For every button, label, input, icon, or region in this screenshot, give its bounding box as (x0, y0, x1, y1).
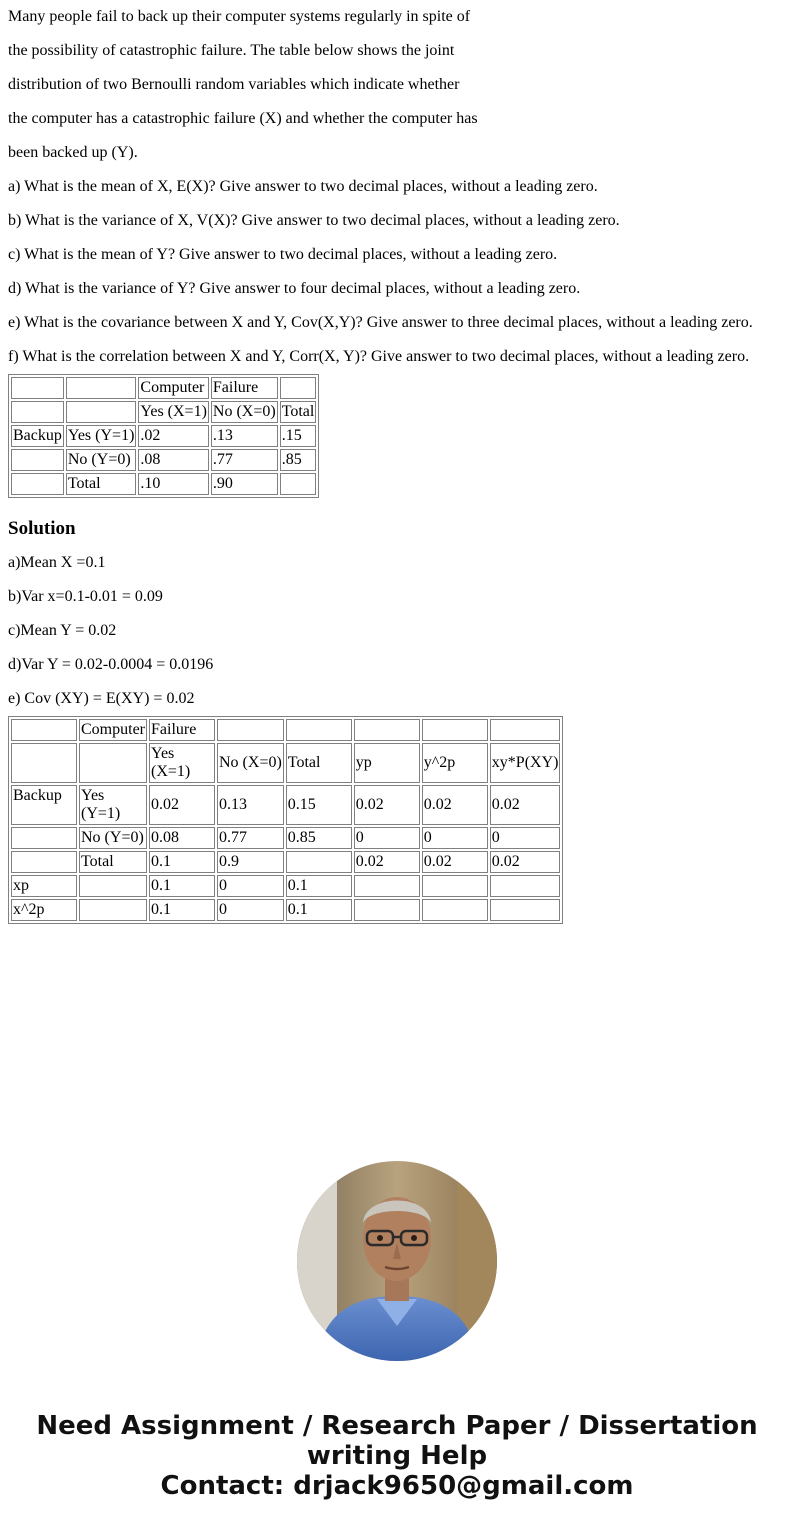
table-cell (11, 851, 77, 873)
table-cell (354, 875, 420, 897)
table-cell: 0.15 (286, 785, 352, 825)
table-cell (11, 473, 64, 495)
question-part-e: e) What is the covariance between X and Y, Cov(X,Y)? Give answer to three decimal places, without a leading zero. (8, 314, 753, 331)
table-row (11, 425, 316, 447)
table-cell: 0 (354, 827, 420, 849)
table-cell: .02 (138, 425, 209, 447)
table-cell (354, 719, 420, 741)
table-cell (422, 899, 488, 921)
table-cell: xy*P(XY) (490, 743, 561, 783)
table-cell: Computer (138, 377, 209, 399)
solution-line-e: e) Cov (XY) = E(XY) = 0.02 (8, 690, 195, 707)
table-row (11, 449, 316, 471)
table-cell: Yes (Y=1) (79, 785, 147, 825)
table-cell (280, 473, 317, 495)
table-cell: 0.1 (149, 899, 215, 921)
solution-line-d: d)Var Y = 0.02-0.0004 = 0.0196 (8, 656, 214, 673)
table-cell: Computer (79, 719, 147, 741)
table-row (11, 719, 560, 741)
table-cell (11, 377, 64, 399)
solution-table (8, 716, 563, 924)
question-text (8, 8, 786, 366)
table-cell: No (X=0) (217, 743, 284, 783)
question-part-a: a) What is the mean of X, E(X)? Give answer to two decimal places, without a leading zero. (8, 178, 598, 195)
table-cell (490, 719, 561, 741)
table-cell (66, 377, 137, 399)
table-cell (422, 875, 488, 897)
solution-text (8, 554, 786, 708)
solution-line-b: b)Var x=0.1-0.01 = 0.09 (8, 588, 163, 605)
table-cell: y^2p (422, 743, 488, 783)
table-cell: .85 (280, 449, 317, 471)
author-portrait-image (297, 1161, 497, 1361)
table-row (11, 899, 560, 921)
table-cell (422, 719, 488, 741)
question-part-d: d) What is the variance of Y? Give answer to four decimal places, without a leading zero. (8, 280, 581, 297)
table-cell: Total (286, 743, 352, 783)
table-row (11, 473, 316, 495)
solution-heading: Solution (8, 518, 76, 539)
intro-line: the possibility of catastrophic failure. The table below shows the joint (8, 42, 455, 59)
document-body (0, 8, 794, 924)
table-cell: 0.77 (217, 827, 284, 849)
author-photo-wrap (0, 1161, 794, 1361)
table-row (11, 377, 316, 399)
table-cell (79, 875, 147, 897)
table-cell (286, 719, 352, 741)
intro-line: distribution of two Bernoulli random variables which indicate whether (8, 76, 460, 93)
contact-banner (0, 1411, 794, 1501)
table-cell: 0.02 (422, 785, 488, 825)
table-cell (286, 851, 352, 873)
intro-line: Many people fail to back up their computer systems regularly in spite of (8, 8, 471, 25)
table-cell (79, 743, 147, 783)
table-cell: Total (66, 473, 137, 495)
joint-distribution-table (8, 374, 319, 498)
table-cell: xp (11, 875, 77, 897)
table-cell: 0.1 (286, 875, 352, 897)
table-cell: 0.02 (354, 785, 420, 825)
table-cell: .77 (211, 449, 278, 471)
table-cell: Yes (Y=1) (66, 425, 137, 447)
table-cell: .10 (138, 473, 209, 495)
table-cell: No (X=0) (211, 401, 278, 423)
table-row (11, 875, 560, 897)
table-cell: .15 (280, 425, 317, 447)
question-part-b: b) What is the variance of X, V(X)? Give answer to two decimal places, without a leading zero. (8, 212, 620, 229)
table-row (11, 827, 560, 849)
table-cell (354, 899, 420, 921)
table-cell: .08 (138, 449, 209, 471)
table-cell: 0 (217, 899, 284, 921)
table-cell: 0 (490, 827, 561, 849)
table-cell: 0.85 (286, 827, 352, 849)
table-row (11, 401, 316, 423)
table-cell: No (Y=0) (66, 449, 137, 471)
solution-line-a: a)Mean X =0.1 (8, 554, 106, 571)
table-cell (11, 401, 64, 423)
question-part-f: f) What is the correlation between X and Y, Corr(X, Y)? Give answer to two decimal places, without a leading zero. (8, 348, 750, 365)
table-cell: Backup (11, 425, 64, 447)
banner-line-1: Need Assignment / Research Paper / Dissertation (36, 1411, 758, 1441)
table-cell: 0.02 (490, 785, 561, 825)
table-cell: 0.02 (422, 851, 488, 873)
table-cell (66, 401, 137, 423)
intro-line: been backed up (Y). (8, 144, 138, 161)
table-cell: 0.02 (149, 785, 215, 825)
table-cell (11, 827, 77, 849)
avatar (297, 1161, 497, 1361)
table-cell: No (Y=0) (79, 827, 147, 849)
table-cell: .90 (211, 473, 278, 495)
table-cell (280, 377, 317, 399)
table-cell: 0.02 (490, 851, 561, 873)
table-cell: Total (280, 401, 317, 423)
table-row (11, 851, 560, 873)
table-cell: 0.08 (149, 827, 215, 849)
table-cell: 0.13 (217, 785, 284, 825)
table-cell: Failure (149, 719, 215, 741)
table-cell: Backup (11, 785, 77, 825)
table-cell (490, 899, 561, 921)
table-cell: 0.1 (286, 899, 352, 921)
table-cell: Yes (X=1) (149, 743, 215, 783)
banner-contact-email: Contact: drjack9650@gmail.com (160, 1471, 634, 1501)
table-cell: 0 (217, 875, 284, 897)
solution-line-c: c)Mean Y = 0.02 (8, 622, 117, 639)
table-cell (11, 719, 77, 741)
table-row (11, 743, 560, 783)
intro-line: the computer has a catastrophic failure (X) and whether the computer has (8, 110, 478, 127)
table-cell: 0.1 (149, 875, 215, 897)
banner-line-2: writing Help (306, 1441, 488, 1471)
table-cell: x^2p (11, 899, 77, 921)
table-cell (490, 875, 561, 897)
table-cell: yp (354, 743, 420, 783)
table-cell: 0.1 (149, 851, 215, 873)
table-cell: .13 (211, 425, 278, 447)
table-cell (11, 449, 64, 471)
table-row (11, 785, 560, 825)
table-cell (217, 719, 284, 741)
question-part-c: c) What is the mean of Y? Give answer to two decimal places, without a leading zero. (8, 246, 558, 263)
table-cell: 0.02 (354, 851, 420, 873)
table-cell: Failure (211, 377, 278, 399)
table-cell (11, 743, 77, 783)
table-cell (79, 899, 147, 921)
table-cell: Yes (X=1) (138, 401, 209, 423)
table-cell: 0 (422, 827, 488, 849)
table-cell: 0.9 (217, 851, 284, 873)
table-cell: Total (79, 851, 147, 873)
